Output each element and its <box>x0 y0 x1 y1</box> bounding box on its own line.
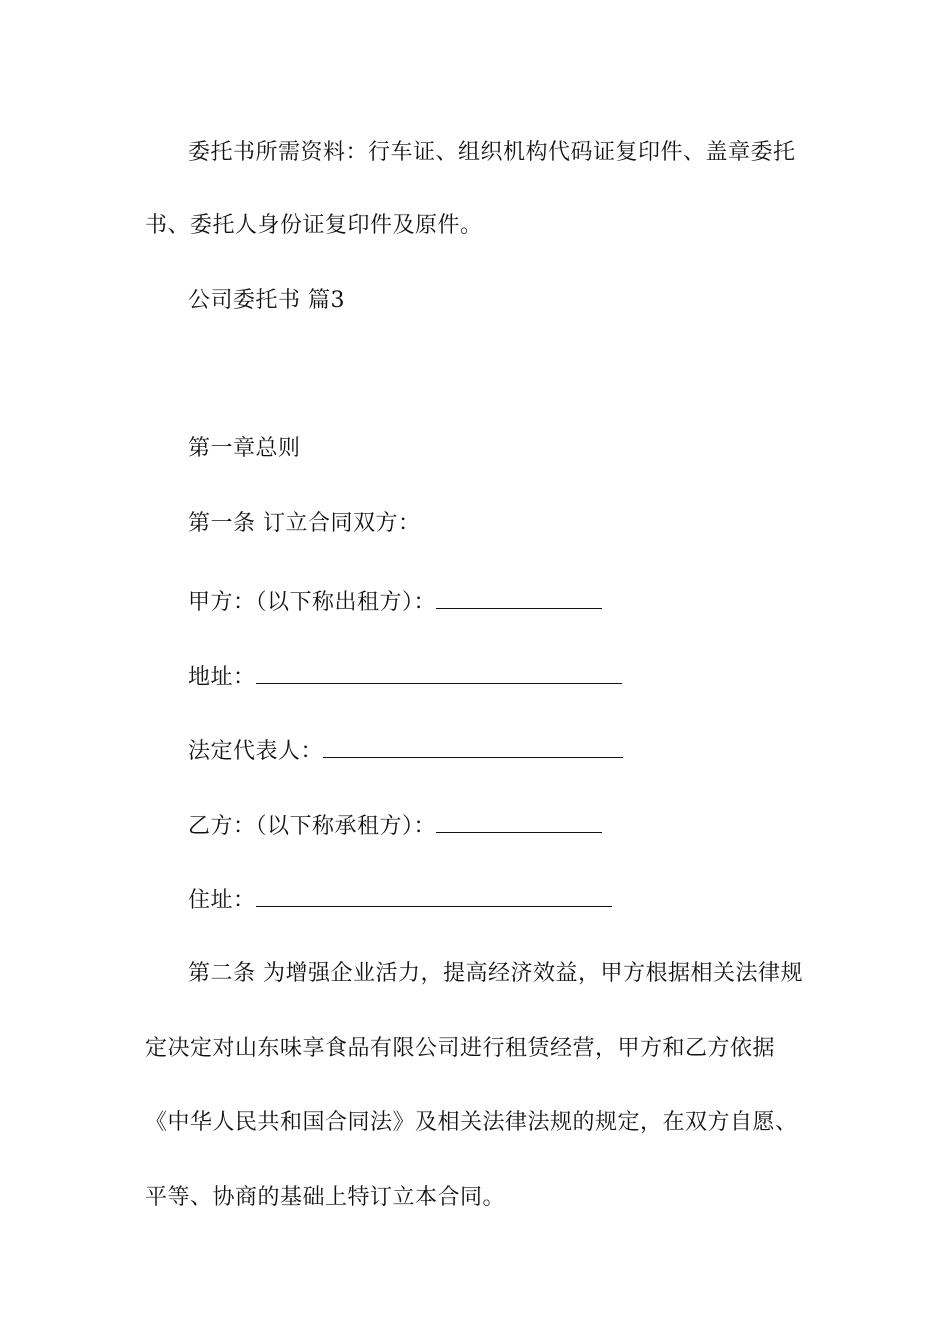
legal-rep-blank <box>323 735 623 758</box>
residence-blank <box>256 884 612 907</box>
party-b-label: 乙方：（以下称承租方）： <box>188 814 437 839</box>
article-2-line-3: 《中华人民共和国合同法》及相关法律法规的规定，在双方自愿、 <box>145 1110 798 1135</box>
residence-row <box>188 884 612 916</box>
address-label: 地址： <box>188 665 256 690</box>
chapter-title: 第一章总则 <box>188 436 301 461</box>
section-title: 公司委托书 篇3 <box>188 288 345 313</box>
article-2-line-2: 定决定对山东味享食品有限公司进行租赁经营，甲方和乙方依据 <box>145 1036 776 1061</box>
party-a-row <box>188 586 602 618</box>
article-2-line-1: 第二条 为增强企业活力，提高经济效益，甲方根据相关法律规 <box>188 961 803 986</box>
article-1: 第一条 订立合同双方： <box>188 511 421 536</box>
legal-rep-row <box>188 735 623 767</box>
party-a-label: 甲方：（以下称出租方）： <box>188 590 437 615</box>
party-b-blank <box>436 810 602 833</box>
materials-paragraph-line-1: 委托书所需资料：行车证、组织机构代码证复印件、盖章委托 <box>188 140 796 165</box>
party-b-row <box>188 810 602 842</box>
address-blank <box>256 661 622 684</box>
address-row <box>188 661 622 693</box>
materials-paragraph-line-2: 书、委托人身份证复印件及原件。 <box>145 213 483 238</box>
party-a-blank <box>436 586 602 609</box>
residence-label: 住址： <box>188 888 256 913</box>
article-2-line-4: 平等、协商的基础上特订立本合同。 <box>145 1185 506 1210</box>
legal-rep-label: 法定代表人： <box>188 739 324 764</box>
